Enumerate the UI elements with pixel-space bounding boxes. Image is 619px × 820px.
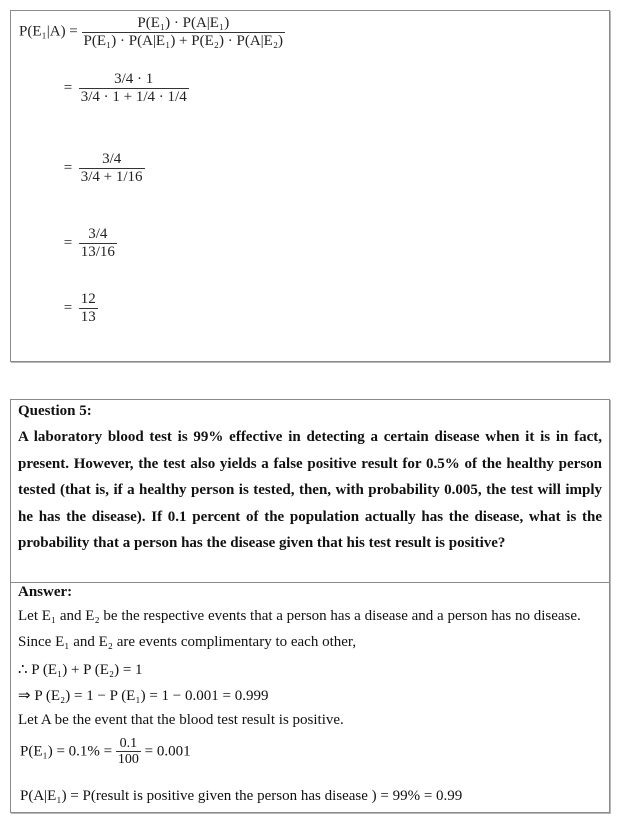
answer-title: Answer:: [18, 584, 73, 600]
answer-line-1: Let E₁ and E₂ be the respective events that a person has a disease and a person has no disease.: [18, 608, 581, 624]
step-4: = $\frac{12}{13}$: [63, 291, 96, 325]
question-box: [10, 399, 610, 813]
derivation-box: [10, 10, 610, 362]
formula-fraction: [82, 15, 286, 49]
step4-numerator: 12: [80, 291, 96, 307]
step2-denominator: 3/4 + 1/16: [80, 168, 143, 185]
bayes-formula: [19, 15, 285, 49]
step2-numerator: 3/4: [102, 151, 122, 167]
question-body: A laboratory blood test is 99% effective in detecting a certain disease when it is in fact, present. However, the test also yields a false positive result for 0.5% of the healthy person tested (that is, if a healthy person is tested, then, with probability 0.005, the test will imply he has the disease). If 0.1 percent of the population actually has the disease, what is the probability that a person has the disease given that his test result is positive?: [18, 429, 602, 552]
step-1: = $\frac{3/4 \cdot 1}{3/4 \cdot 1 + 1/4 \cdot 1/4}$: [63, 71, 187, 105]
p-e1-equation: [20, 736, 191, 768]
step1-numerator: 3/4 · 1: [114, 71, 154, 87]
answer-line-3: ∴ P (E₁) + P (E₂) = 1: [18, 662, 143, 678]
step4-denominator: 13: [80, 308, 96, 325]
p-a-given-e1-equation: P(A|E₁) = P(result is positive given the person has disease ) = 99% = 0.99: [20, 788, 463, 804]
step-3: = $\frac{3/4}{13/16}$: [63, 226, 115, 260]
step3-denominator: 13/16: [80, 243, 115, 260]
p-e1-lhs: P(E₁) = 0.1% =: [20, 743, 113, 760]
answer-line-2: Since E₁ and E₂ are events complimentary to each other,: [18, 634, 357, 650]
question-title: Question 5:: [18, 403, 92, 419]
step3-numerator: 3/4: [88, 226, 108, 242]
formula-numerator: P(E₁) · P(A|E₁): [137, 15, 230, 31]
answer-line-5: Let A be the event that the blood test result is positive.: [18, 712, 344, 728]
step-2: = $\frac{3/4}{3/4 + 1/16}$: [63, 151, 143, 185]
answer-line-4: ⇒ P (E₂) = 1 − P (E₁) = 1 − 0.001 = 0.999: [18, 688, 269, 704]
formula-lhs: P(E₁|A) =: [19, 23, 78, 40]
p-e1-denominator: 100: [117, 752, 139, 768]
p-e1-numerator: 0.1: [119, 736, 138, 751]
divider: [11, 582, 609, 583]
p-e1-rhs: = 0.001: [144, 743, 191, 760]
step1-denominator: 3/4 · 1 + 1/4 · 1/4: [80, 88, 187, 105]
formula-denominator: P(E₁) · P(A|E₁) + P(E₂) · P(A|E₂): [83, 32, 284, 49]
